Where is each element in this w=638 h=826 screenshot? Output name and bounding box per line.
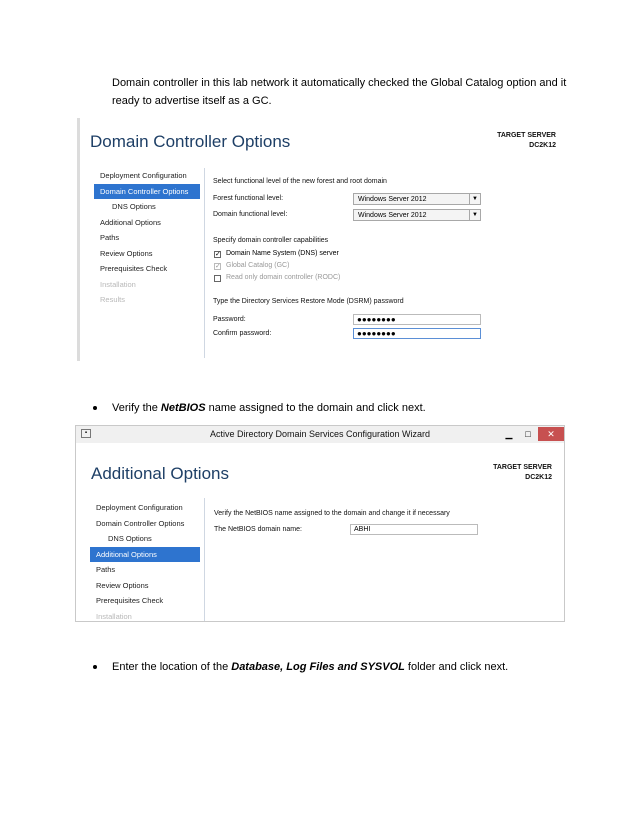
nav-item-domain-controller-options[interactable]: Domain Controller Options <box>96 518 185 528</box>
target-server-name: DC2K12 <box>529 142 556 149</box>
domain-level-select[interactable] <box>353 209 481 221</box>
page-heading: Additional Options <box>91 464 229 483</box>
intro-paragraph: Domain controller in this lab network it automatically checked the Global Catalog option and it ready to advertise itself as a GC. <box>112 77 567 107</box>
chevron-down-icon: ▼ <box>469 210 480 220</box>
gc-checkbox-label: Global Catalog (GC) <box>226 262 290 269</box>
password-label: Password: <box>213 316 246 323</box>
bullet-text <box>112 660 508 674</box>
minimize-button[interactable]: ▁ <box>505 429 513 439</box>
nav-item-paths[interactable]: Paths <box>100 233 120 242</box>
nav-item-deployment-configuration[interactable]: Deployment Configuration <box>100 171 187 180</box>
rodc-checkbox[interactable] <box>214 275 221 282</box>
domain-level-label: Domain functional level: <box>213 211 288 218</box>
bullet-dot <box>93 406 97 410</box>
target-server-name: DC2K12 <box>525 474 552 481</box>
gc-checkbox: ✓ <box>215 263 221 270</box>
domain-level-value: Windows Server 2012 <box>358 212 427 219</box>
target-server <box>493 463 552 483</box>
nav-item-review-options[interactable]: Review Options <box>100 248 153 258</box>
wizard-nav <box>90 500 200 622</box>
close-button[interactable]: ✕ <box>538 427 564 441</box>
nav-item-domain-controller-options[interactable]: Domain Controller Options <box>94 184 200 200</box>
window-title: Active Directory Domain Services Configuration Wizard <box>209 429 431 439</box>
domain-controller-options-screenshot <box>77 118 566 361</box>
chevron-down-icon: ▼ <box>469 194 480 204</box>
confirm-password-label: Confirm password: <box>213 330 272 337</box>
bullet-text <box>112 401 426 415</box>
target-server <box>497 131 556 151</box>
app-icon: ▪ <box>81 429 91 438</box>
nav-item-paths[interactable]: Paths <box>96 565 116 574</box>
verify-netbios-label: Verify the NetBIOS name assigned to the domain and change it if necessary <box>214 510 450 517</box>
functional-level-prompt: Select functional level of the new forest and root domain <box>213 178 387 185</box>
nav-item-prerequisites-check[interactable]: Prerequisites Check <box>100 264 168 273</box>
additional-options-screenshot <box>75 425 565 622</box>
target-server-label: TARGET SERVER <box>497 132 556 139</box>
nav-item-dns-options[interactable]: DNS Options <box>112 202 156 211</box>
capabilities-label: Specify domain controller capabilities <box>213 237 329 244</box>
wizard-nav <box>94 168 200 308</box>
dsrm-label: Type the Directory Services Restore Mode (DSRM) password <box>213 298 404 305</box>
password-input[interactable]: ●●●●●●●● <box>353 314 481 325</box>
nav-item-installation: Installation <box>96 611 132 621</box>
bullet-text-plain: name assigned to the domain and click next. <box>205 402 426 414</box>
page-heading: Domain Controller Options <box>90 132 291 151</box>
maximize-button[interactable]: □ <box>525 429 531 439</box>
target-server-label: TARGET SERVER <box>493 464 552 471</box>
dns-checkbox-label: Domain Name System (DNS) server <box>226 250 339 257</box>
window-titlebar <box>76 426 564 443</box>
nav-item-results: Results <box>100 295 126 304</box>
nav-item-prerequisites-check[interactable]: Prerequisites Check <box>96 596 164 605</box>
confirm-password-input[interactable]: ●●●●●●●● <box>353 328 481 339</box>
bullet-text-emphasis: NetBIOS <box>160 402 206 414</box>
nav-divider <box>204 498 205 621</box>
netbios-name-input[interactable]: ABHI <box>350 524 478 535</box>
nav-item-additional-options[interactable]: Additional Options <box>100 217 161 227</box>
rodc-checkbox-label: Read only domain controller (RODC) <box>226 274 341 281</box>
forest-level-label: Forest functional level: <box>213 195 284 202</box>
bullet-text-emphasis: Database, Log Files and SYSVOL <box>231 661 405 673</box>
nav-item-deployment-configuration[interactable]: Deployment Configuration <box>96 503 183 512</box>
bullet-text-plain: Verify the <box>112 402 161 414</box>
bullet-dot <box>93 665 97 669</box>
nav-item-review-options[interactable]: Review Options <box>96 580 149 590</box>
netbios-name-label: The NetBIOS domain name: <box>214 526 302 533</box>
forest-level-value: Windows Server 2012 <box>358 196 427 203</box>
bullet-text-plain: Enter the location of the <box>112 661 232 673</box>
forest-level-select[interactable] <box>353 193 481 205</box>
nav-item-additional-options[interactable]: Additional Options <box>90 547 200 563</box>
nav-item-dns-options[interactable]: DNS Options <box>108 534 152 543</box>
dns-checkbox[interactable]: ✓ <box>215 251 221 258</box>
nav-divider <box>204 168 205 358</box>
bullet-text-plain: folder and click next. <box>404 661 509 673</box>
nav-item-installation: Installation <box>100 279 136 289</box>
